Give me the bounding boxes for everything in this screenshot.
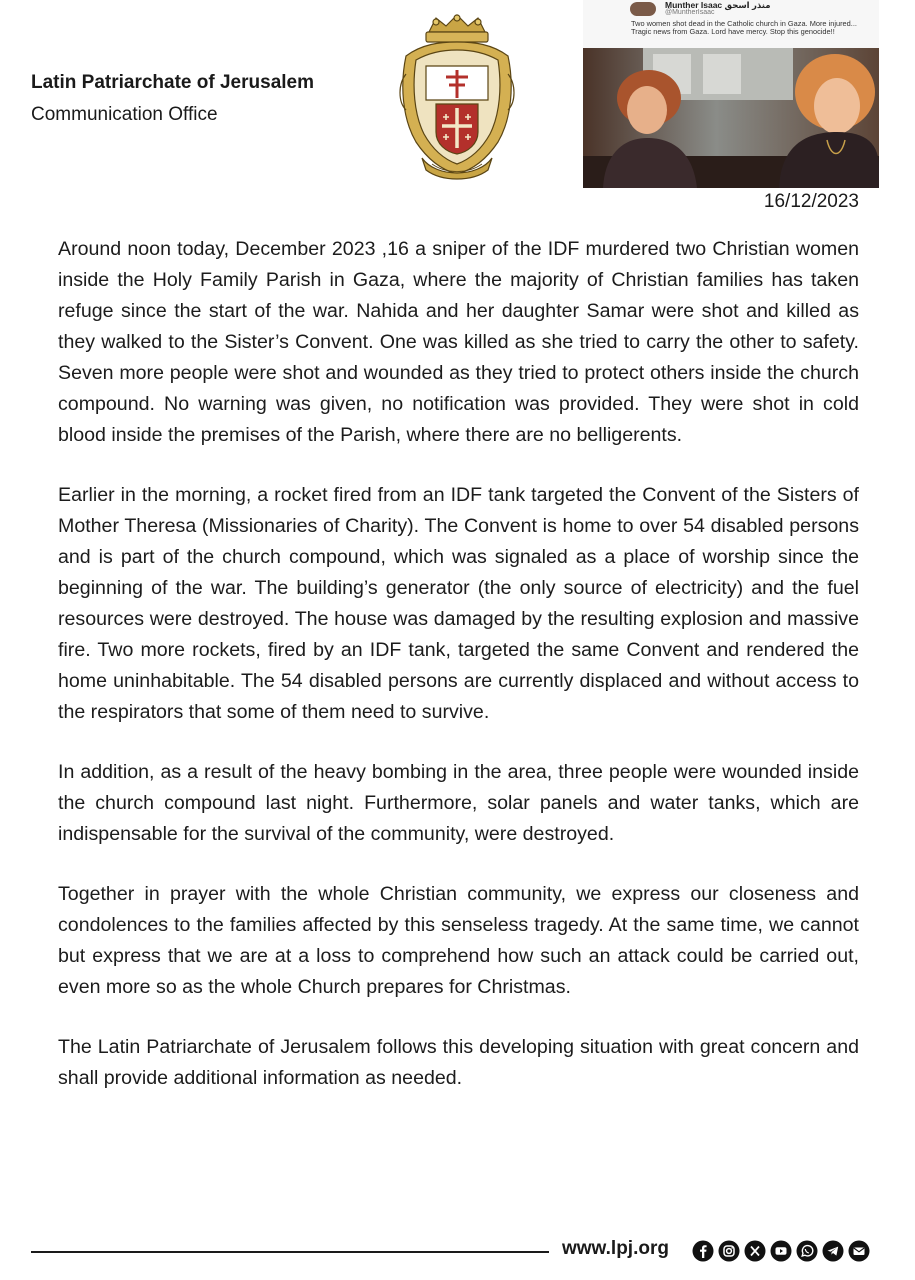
instagram-icon[interactable] (718, 1240, 740, 1262)
statement-body (58, 234, 859, 1123)
facebook-icon[interactable] (692, 1240, 714, 1262)
org-name: Latin Patriarchate of Jerusalem (31, 72, 314, 93)
youtube-icon[interactable] (770, 1240, 792, 1262)
embedded-tweet-screenshot (583, 0, 879, 188)
whatsapp-icon[interactable] (796, 1240, 818, 1262)
tweet-header (583, 0, 879, 48)
patriarchate-crest-logo (396, 14, 518, 182)
document-date: 16/12/2023 (763, 191, 859, 212)
footer-divider (31, 1251, 549, 1253)
x-icon[interactable] (744, 1240, 766, 1262)
tweet-photo-two-women (583, 48, 879, 188)
org-office: Communication Office (31, 104, 218, 125)
tweet-author-handle: @MuntherIsaac (665, 9, 715, 16)
paragraph: The Latin Patriarchate of Jerusalem follows this developing situation with great concern and shall provide additional information as needed. (58, 1036, 859, 1089)
telegram-icon[interactable] (822, 1240, 844, 1262)
email-icon[interactable] (848, 1240, 870, 1262)
tweet-author-name: Munther Isaac منذر اسحق (665, 0, 771, 10)
tweet-avatar (630, 2, 656, 16)
paragraph: Earlier in the morning, a rocket fired from an IDF tank targeted the Convent of the Sisters of Mother Theresa (Missionaries of Charity). The Convent is home to over 54 disabled persons and is part of the church compound, which was signaled as a place of worship since the beginning of the war. The building’s generator (the only source of electricity) and the fuel resources were destroyed. The house was damaged by the resulting explosion and massive fire. Two more rockets, fired by an IDF tank, targeted the same Convent and rendered the home uninhabitable. The 54 disabled persons are currently displaced and without access to the respirators that some of them need to survive. (58, 484, 859, 723)
paragraph: In addition, as a result of the heavy bombing in the area, three people were wounded inside the church compound last night. Furthermore, solar panels and water tanks, which are indispensable for the survival of the community, were destroyed. (58, 761, 859, 845)
tweet-text: Two women shot dead in the Catholic church in Gaza. More injured... Tragic news from Gaza. Lord have mercy. Stop this genocide!! (631, 19, 857, 37)
paragraph: Together in prayer with the whole Christian community, we express our closeness and condolences to the families affected by this senseless tragedy. At the same time, we cannot but express that we are at a loss to comprehend how such an attack could be carried out, even more so as the whole Church prepares for Christmas. (58, 883, 859, 998)
paragraph: Around noon today, December 2023 ,16 a sniper of the IDF murdered two Christian women inside the Holy Family Parish in Gaza, where the majority of Christian families has taken refuge since the start of the war. Nahida and her daughter Samar were shot and killed as they walked to the Sister’s Convent. One was killed as she tried to carry the other to safety. Seven more people were shot and wounded as they tried to protect others inside the church compound. No warning was given, no notification was provided. They were shot in cold blood inside the premises of the Parish, where there are no belligerents. (58, 238, 859, 446)
website-link[interactable]: www.lpj.org (562, 1238, 669, 1259)
